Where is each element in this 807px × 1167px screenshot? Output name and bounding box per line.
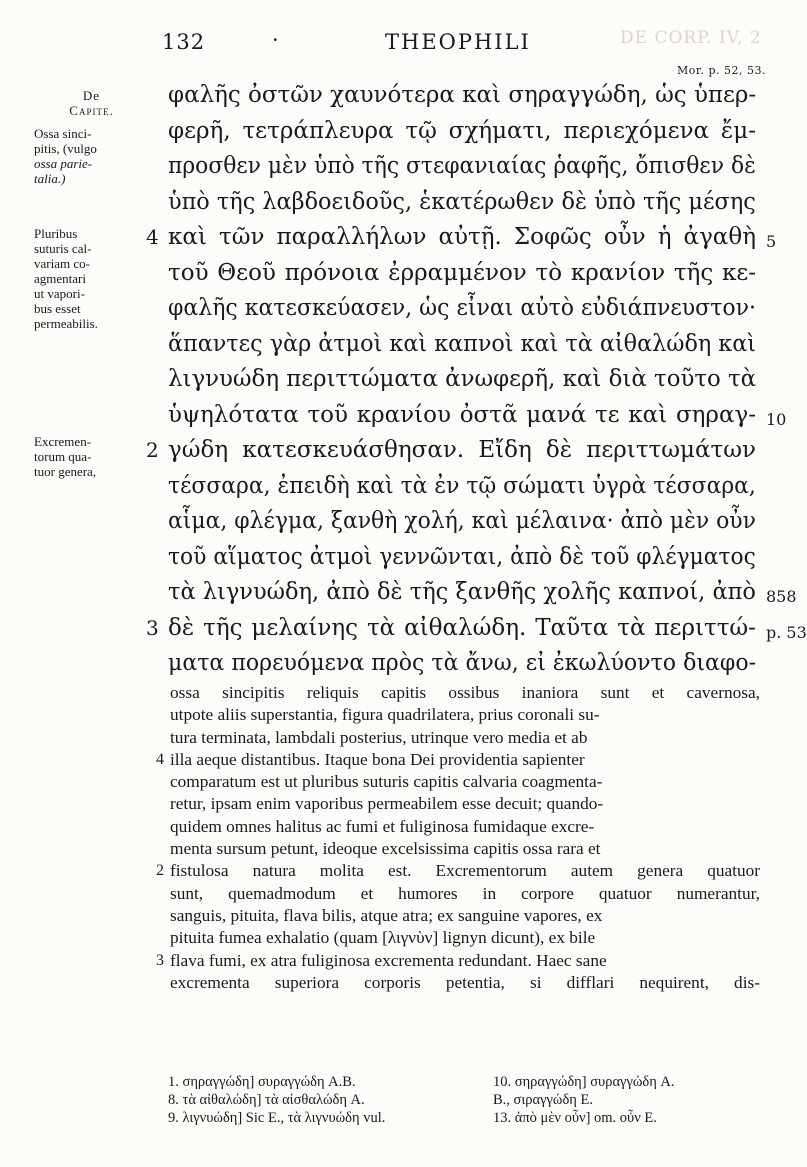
sidenote-line: suturis cal- — [34, 241, 92, 256]
sidenote-line: permeabilis. — [34, 316, 98, 331]
section-number: 2 — [156, 862, 164, 880]
latin-line-text: comparatum est ut pluribus suturis capitis calvaria coagmenta- — [170, 772, 603, 792]
greek-line — [168, 114, 758, 150]
sidenote-line: torum qua- — [34, 449, 92, 464]
latin-line — [156, 950, 760, 972]
latin-line-text: quidem omnes halitus ac fumi et fuliginosa fumidaque excre- — [170, 816, 595, 836]
latin-line-text: fistulosa natura molita est. Excrementorum autem genera quatuor — [170, 861, 761, 881]
greek-line-text: δὲ τῆς μελαίνης τὰ αἰθαλώδη. Ταῦτα τὰ περιττώ- — [168, 614, 756, 641]
line-number: 10 — [766, 409, 787, 429]
greek-line — [146, 220, 777, 256]
greek-line-text: τὰ λιγνυώδη, ἀπὸ δὲ τῆς ξανθῆς χολῆς καπνοί, ἀπὸ — [168, 579, 756, 605]
greek-line-text: ὑψηλότατα τοῦ κρανίου ὀστᾶ μανά τε καὶ σηραγ- — [168, 401, 757, 428]
footnote: 1. σηραγγώδη] συραγγώδη A.B. — [168, 1074, 356, 1090]
latin-line — [170, 972, 760, 994]
greek-line — [168, 398, 787, 434]
latin-line — [156, 860, 761, 882]
greek-line-text: φερῆ, τετράπλευρα τῷ σχήματι, περιεχόμενα ἔμ- — [168, 117, 756, 144]
latin-line-text: excrementa superiora corporis petentia, si difflari nequirent, dis- — [170, 972, 760, 992]
sidenote-title — [34, 88, 149, 118]
greek-line-text: αἷμα, φλέγμα, ξανθὴ χολή, καὶ μέλαινα· ἀπὸ μὲν οὖν — [168, 508, 756, 534]
greek-line-text: ἅπαντες γὰρ ἀτμοὶ καὶ καπνοὶ καὶ τὰ αἰθαλώδη καὶ — [168, 330, 757, 357]
greek-line — [168, 256, 758, 292]
section-number: 4 — [156, 750, 164, 768]
footnote: 10. σηραγγώδη] συραγγώδη A. — [493, 1074, 675, 1090]
greek-line-text: φαλῆς κατεσκεύασεν, ὡς εἶναι αὐτὸ εὐδιάπνευστον· — [168, 295, 757, 321]
greek-line — [168, 540, 758, 576]
greek-line-text: τέσσαρα, ἐπειδὴ καὶ τὰ ἐν τῷ σώματι ὑγρὰ τέσσαρα, — [168, 472, 756, 499]
latin-line-text: flava fumi, ex atra fuliginosa excrementa redundant. Haec sane — [170, 950, 607, 970]
greek-line-text: προσθεν μὲν ὑπὸ τῆς στεφανιαίας ῥαφῆς, ὄπισθεν δὲ — [168, 153, 756, 179]
footnotes-column-left — [168, 1073, 478, 1127]
sidenote-line: pitis, (vulgo — [34, 141, 97, 156]
greek-text — [146, 78, 807, 682]
sidenote-line: ut vapori- — [34, 286, 85, 301]
line-number: p. 53 — [766, 622, 807, 642]
edition-reference: Mor. p. 52, 53. — [677, 64, 766, 77]
section-number: 2 — [146, 438, 159, 462]
section-number: 3 — [156, 951, 164, 969]
latin-line — [170, 727, 760, 749]
greek-line — [168, 327, 758, 363]
line-number: 5 — [766, 232, 777, 251]
greek-line — [168, 504, 758, 540]
latin-line-text: tura terminata, lambdali posterius, utrinque vero media et ab — [170, 727, 588, 747]
latin-line — [170, 838, 760, 860]
latin-line-text: sanguis, pituita, flava bilis, atque atra; ex sanguine vapores, ex — [170, 905, 603, 925]
sidenote-line: Pluribus — [34, 226, 78, 241]
footnotes-column-right — [493, 1073, 783, 1127]
greek-line — [168, 646, 758, 682]
latin-line — [170, 682, 760, 704]
greek-line-text: τοῦ Θεοῦ πρόνοια ἐρραμμένον τὸ κρανίον τῆς κε- — [168, 259, 757, 286]
latin-line — [170, 704, 760, 726]
sidenote-line: talia.) — [34, 171, 66, 186]
latin-line-text: retur, ipsam enim vaporibus permeabilem esse decuit; quando- — [170, 794, 604, 814]
latin-line — [170, 883, 760, 905]
latin-line — [170, 816, 760, 838]
running-header — [0, 30, 800, 60]
bleed-through-text: DE CORP. IV, 2 — [620, 28, 762, 48]
greek-line-text: ὑπὸ τῆς λαβδοειδοῦς, ἑκατέρωθεν δὲ ὑπὸ τῆς μέσης — [168, 188, 756, 215]
page-number: 132 — [162, 30, 206, 54]
latin-line-text: menta sursum petunt, ideoque excelsissima capitis ossa rara et — [170, 839, 601, 859]
line-number: 858 — [766, 587, 797, 606]
greek-line-text: τοῦ αἵματος ἀτμοὶ γεννῶνται, ἀπὸ δὲ τοῦ φλέγματος — [168, 543, 756, 570]
sidenote-line: Capite. — [69, 103, 114, 118]
footnote: 8. τὰ αἰθαλώδη] τὰ αἰσθαλώδη A. — [168, 1092, 365, 1108]
greek-line — [168, 291, 758, 327]
section-number: 4 — [146, 225, 159, 249]
sidenote-line: variam co- — [34, 256, 90, 271]
greek-line-text: λιγνυώδη περιττώματα ἀνωφερῆ, καὶ διὰ τοῦτο τὰ — [168, 366, 757, 392]
greek-line — [168, 78, 758, 114]
latin-line — [170, 793, 760, 815]
greek-line — [168, 185, 758, 221]
sidenote-line: Ossa sinci- — [34, 126, 92, 141]
latin-line-text: utpote aliis superstantia, figura quadrilatera, prius coronali su- — [170, 705, 600, 725]
latin-line — [170, 905, 760, 927]
sidenote-excrementorum — [34, 434, 149, 479]
latin-line — [170, 927, 760, 949]
footnote: B., σιραγγώδη E. — [493, 1092, 593, 1108]
header-mark: · — [272, 28, 279, 52]
greek-line-text: καὶ τῶν παραλλήλων αὐτῇ. Σοφῶς οὖν ἡ ἀγαθὴ — [168, 224, 756, 250]
sidenote-line: bus esset — [34, 301, 81, 316]
sidenote-line: ossa parie- — [34, 156, 93, 171]
greek-line-text: γώδη κατεσκευάσθησαν. Εἴδη δὲ περιττωμάτων — [168, 437, 756, 463]
running-title: THEOPHILI — [385, 30, 531, 54]
footnote: 13. ἀπὸ μὲν οὖν] om. οὖν E. — [493, 1110, 657, 1126]
sidenote-line: De — [82, 88, 101, 103]
latin-line-text: ossa sincipitis reliquis capitis ossibus inaniora sunt et cavernosa, — [170, 683, 760, 702]
greek-line — [168, 362, 758, 398]
latin-translation — [156, 682, 761, 994]
sidenote-line: agmentari — [34, 271, 86, 286]
greek-line — [168, 575, 797, 611]
latin-line-text: illa aeque distantibus. Itaque bona Dei providentia sapienter — [170, 749, 585, 769]
greek-line-text: φαλῆς ὀστῶν χαυνότερα καὶ σηραγγώδη, ὡς ὑπερ- — [168, 82, 757, 108]
sidenote-ossa — [34, 126, 149, 186]
greek-line-text: ματα πορευόμενα πρὸς τὰ ἄνω, εἰ ἐκωλύοντο διαφο- — [168, 650, 757, 676]
latin-line-text: pituita fumea exhalatio (quam [λιγνὺν] lignyn dicunt), ex bile — [170, 928, 596, 948]
latin-line — [156, 749, 760, 771]
latin-line — [170, 771, 760, 793]
sidenote-line: tuor genera, — [34, 464, 97, 479]
section-number: 3 — [146, 615, 159, 640]
sidenote-line: Excremen- — [34, 434, 92, 449]
latin-line-text: sunt, quemadmodum et humores in corpore quatuor numerantur, — [170, 883, 760, 903]
footnote: 9. λιγνυώδη] Sic E., τὰ λιγνυώδη vul. — [168, 1110, 386, 1126]
greek-line — [146, 611, 807, 647]
sidenote-pluribus — [34, 226, 149, 331]
greek-line — [146, 433, 758, 469]
greek-line — [168, 469, 758, 505]
greek-line — [168, 149, 758, 185]
